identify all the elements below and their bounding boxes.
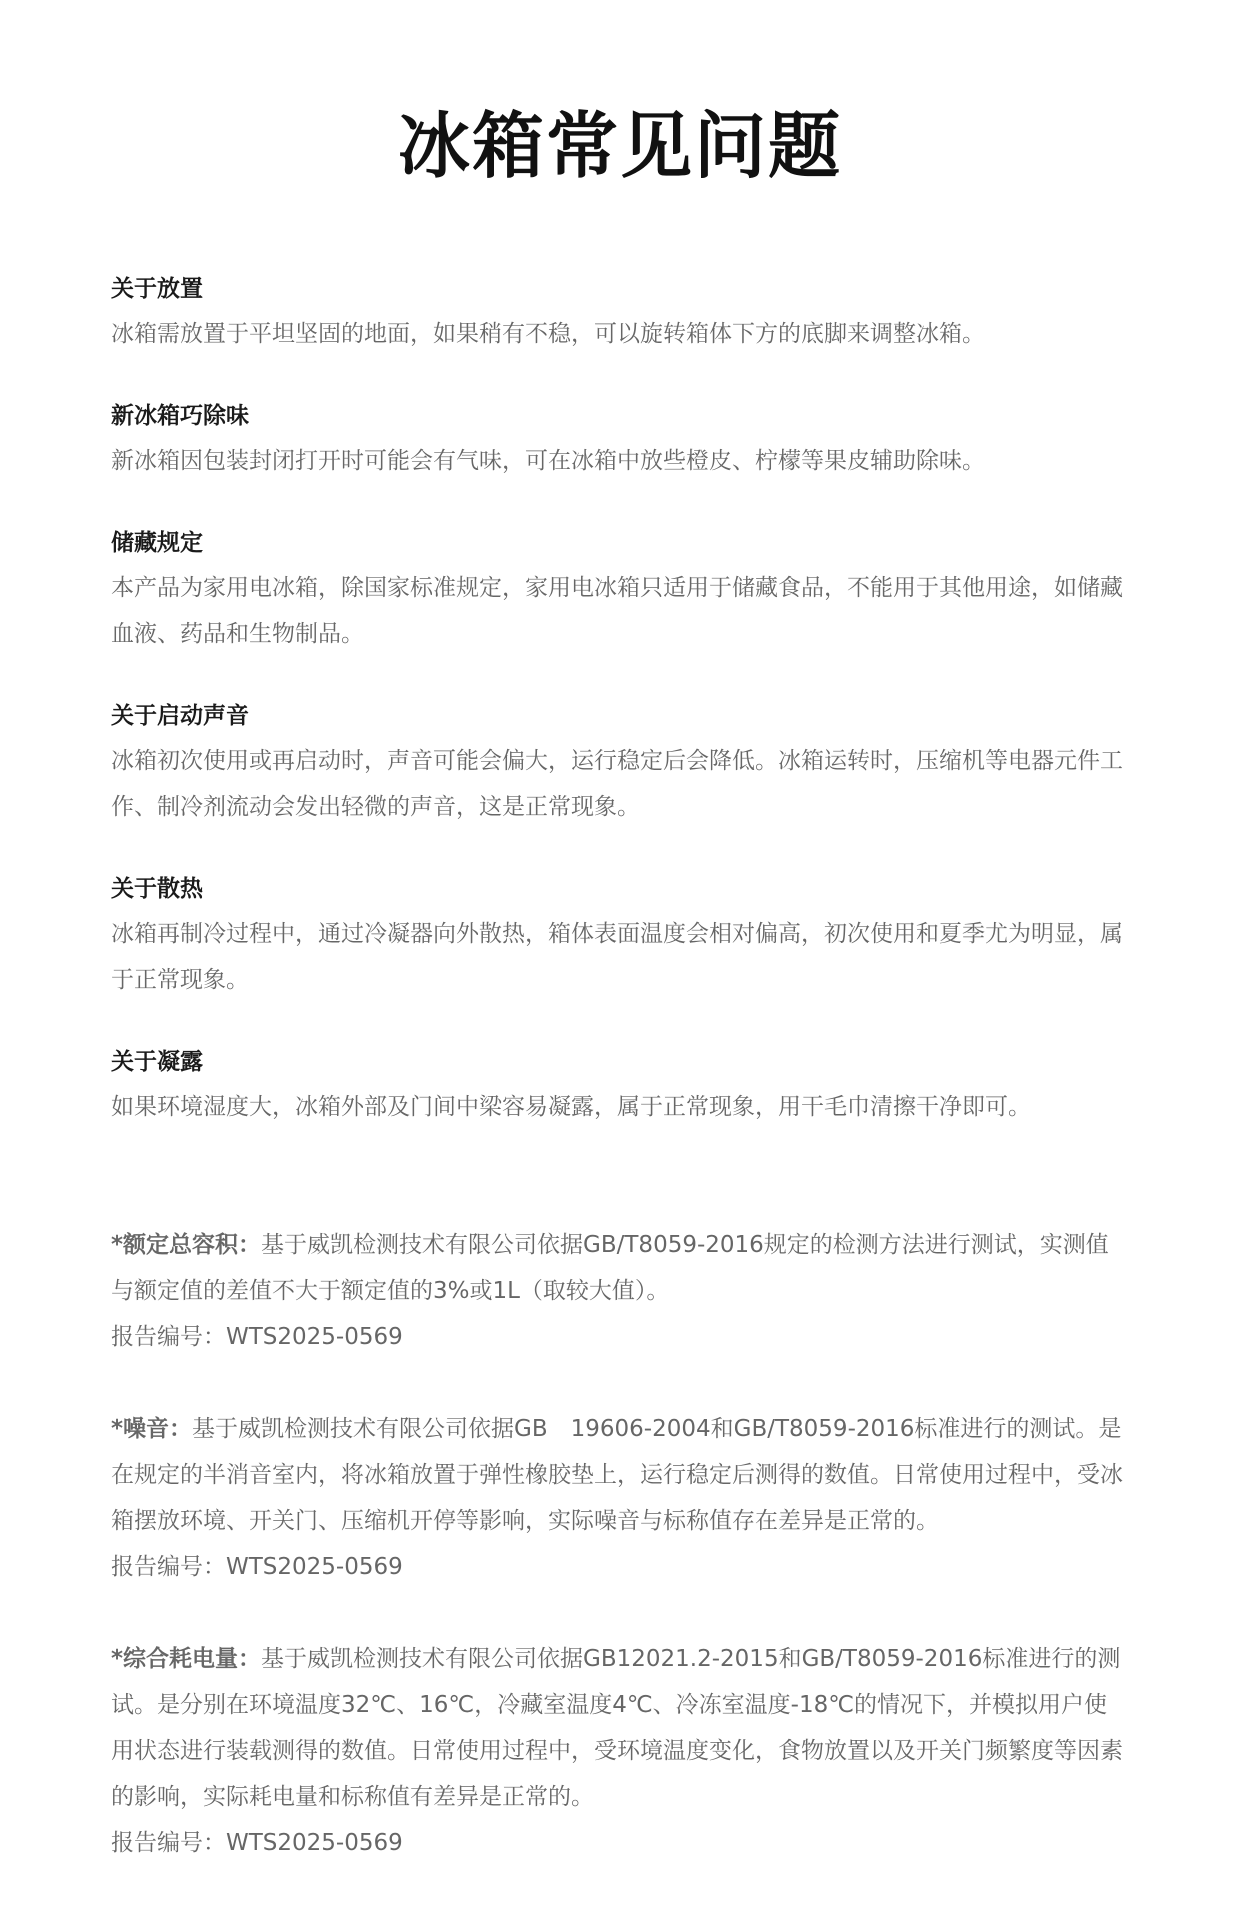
- faq-item-storage-rules: [111, 528, 1129, 657]
- note-label: *额定总容积：: [111, 1232, 262, 1258]
- page-title: 冰箱常见问题: [397, 104, 842, 188]
- report-number: 报告编号：WTS2025-0569: [111, 1830, 403, 1856]
- report-number: 报告编号：WTS2025-0569: [111, 1554, 403, 1580]
- faq-item-condensation: [111, 1047, 1129, 1130]
- note-power-consumption: [111, 1636, 1129, 1866]
- footnotes: [111, 1222, 1129, 1866]
- faq-title: 关于启动声音: [111, 703, 249, 729]
- faq-item-startup-sound: [111, 701, 1129, 830]
- note-text: [111, 1636, 1129, 1820]
- report-number: 报告编号：WTS2025-0569: [111, 1324, 403, 1350]
- note-body: 基于威凯检测技术有限公司依据GB/T8059-2016规定的检测方法进行测试，实测值与额定值的差值不大于额定值的3%或1L（取较大值）。: [111, 1232, 1109, 1304]
- note-label: *噪音：: [111, 1416, 193, 1442]
- note-text: [111, 1406, 1129, 1544]
- faq-title: 新冰箱巧除味: [111, 403, 249, 429]
- faq-body: 冰箱再制冷过程中，通过冷凝器向外散热，箱体表面温度会相对偏高，初次使用和夏季尤为明显，属于正常现象。: [111, 921, 1123, 993]
- faq-body: 新冰箱因包装封闭打开时可能会有气味，可在冰箱中放些橙皮、柠檬等果皮辅助除味。: [111, 448, 985, 474]
- faq-body: 如果环境湿度大，冰箱外部及门间中梁容易凝露，属于正常现象，用干毛巾清擦干净即可。: [111, 1094, 1031, 1120]
- faq-item-heat-dissipation: [111, 874, 1129, 1003]
- faq-body: 冰箱需放置于平坦坚固的地面，如果稍有不稳，可以旋转箱体下方的底脚来调整冰箱。: [111, 321, 985, 347]
- note-label: *综合耗电量：: [111, 1646, 262, 1672]
- faq-item-placement: [111, 274, 1129, 357]
- note-rated-capacity: [111, 1222, 1129, 1360]
- note-noise: [111, 1406, 1129, 1590]
- faq-title: 关于散热: [111, 876, 203, 902]
- faq-body: 冰箱初次使用或再启动时，声音可能会偏大，运行稳定后会降低。冰箱运转时，压缩机等电器元件工作、制冷剂流动会发出轻微的声音，这是正常现象。: [111, 748, 1123, 820]
- faq-title: 储藏规定: [111, 530, 203, 556]
- faq-body: 本产品为家用电冰箱，除国家标准规定，家用电冰箱只适用于储藏食品，不能用于其他用途，如储藏血液、药品和生物制品。: [111, 575, 1123, 647]
- faq-title: 关于凝露: [111, 1049, 203, 1075]
- faq-list: [111, 274, 1129, 1130]
- note-body: 基于威凯检测技术有限公司依据GB 19606-2004和GB/T8059-2016标准进行的测试。是在规定的半消音室内，将冰箱放置于弹性橡胶垫上，运行稳定后测得的数值。日常使用过程中，受冰箱摆放环境、开关门、压缩机开停等影响，实际噪音与标称值存在差异是正常的。: [111, 1416, 1123, 1534]
- note-text: [111, 1222, 1129, 1314]
- faq-title: 关于放置: [111, 276, 203, 302]
- faq-item-odor-removal: [111, 401, 1129, 484]
- note-body: 基于威凯检测技术有限公司依据GB12021.2-2015和GB/T8059-2016标准进行的测试。是分别在环境温度32℃、16℃，冷藏室温度4℃、冷冻室温度-18℃的情况下，并模拟用户使用状态进行装载测得的数值。日常使用过程中，受环境温度变化，食物放置以及开关门频繁度等因素的影响，实际耗电量和标称值有差异是正常的。: [111, 1646, 1123, 1810]
